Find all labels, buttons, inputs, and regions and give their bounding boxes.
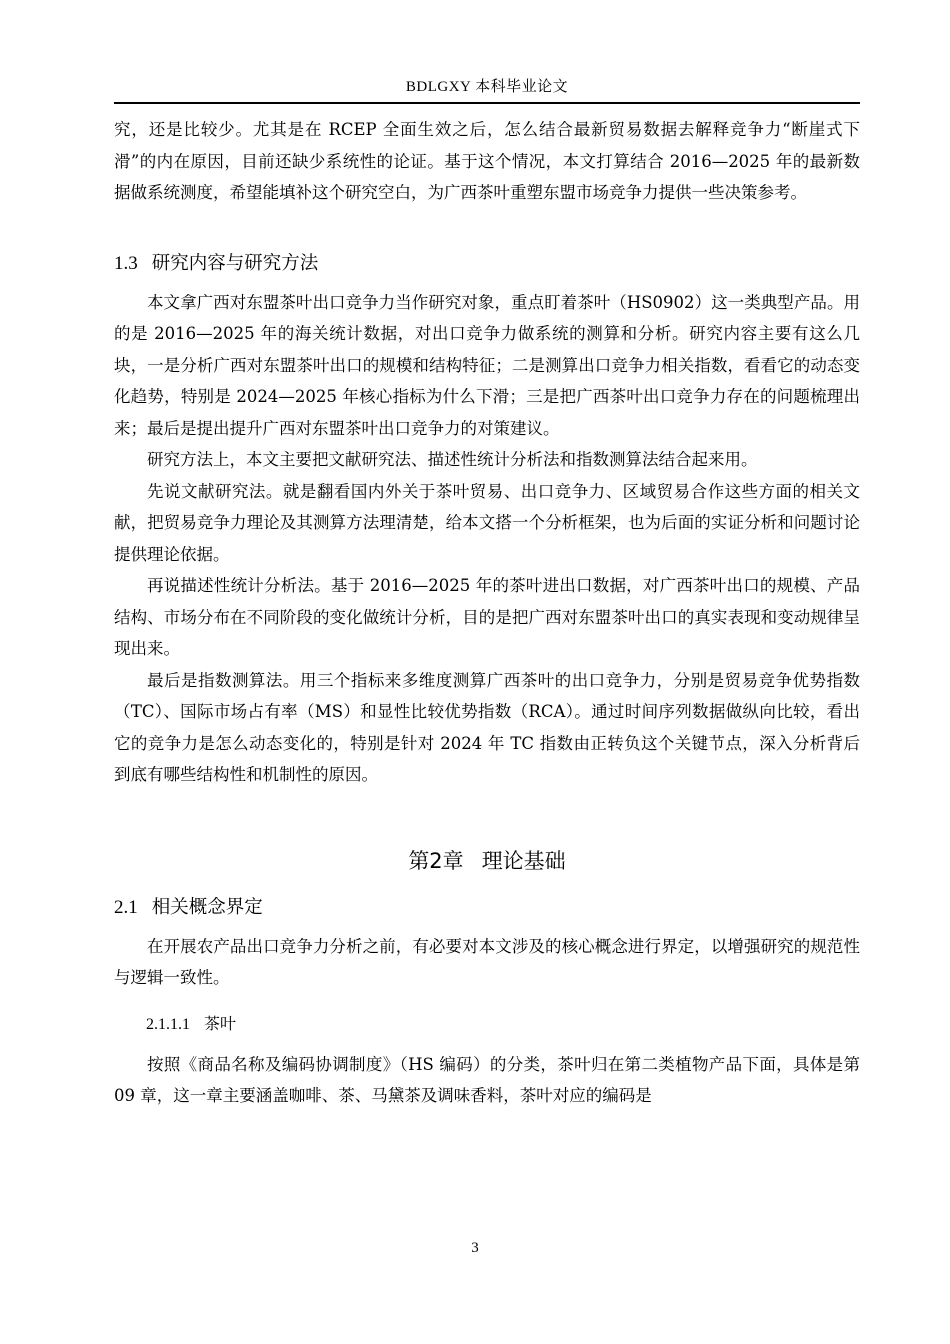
chapter-number: 第2章 [408,848,464,873]
page-body [114,114,860,1112]
section-title: 研究内容与研究方法 [151,252,319,274]
paragraph: 最后是指数测算法。用三个指标来多维度测算广西茶叶的出口竞争力，分别是贸易竞争优势指数（TC）、国际市场占有率（MS）和显性比较优势指数（RCA）。通过时间序列数据做纵向比较，看出它的竞争力是怎么动态变化的，特别是针对 2024 年 TC 指数由正转负这个关键节点，深入分析背后到底有哪些结构性和机制性的原因。 [114,670,860,784]
running-header [114,74,860,104]
paragraph: 本文拿广西对东盟茶叶出口竞争力当作研究对象，重点盯着茶叶（HS0902）这一类典型产品。用的是 2016—2025 年的海关统计数据，对出口竞争力做系统的测算和分析。研究内容主要有这么几块，一是分析广西对东盟茶叶出口的规模和结构特征；二是测算出口竞争力相关指数，看看它的动态变化趋势，特别是 2024—2025 年核心指标为什么下滑；三是把广西茶叶出口竞争力存在的问题梳理出来；最后是提出提升广西对东盟茶叶出口竞争力的对策建议。 [114,292,860,438]
paragraph: 再说描述性统计分析法。基于 2016—2025 年的茶叶进出口数据，对广西茶叶出口的规模、产品结构、市场分布在不同阶段的变化做统计分析，目的是把广西对东盟茶叶出口的真实表现和变动规律呈现出来。 [114,576,860,658]
section-number: 1.3 [114,252,138,274]
page-number: 3 [471,1240,479,1256]
section-heading-1-3 [114,247,860,281]
chapter-heading [114,841,860,881]
chapter-title: 理论基础 [481,848,566,873]
paragraph: 研究方法上，本文主要把文献研究法、描述性统计分析法和指数测算法结合起来用。 [147,450,758,469]
paragraph: 按照《商品名称及编码协调制度》（HS 编码）的分类，茶叶归在第二类植物产品下面，具体是第 09 章，这一章主要涵盖咖啡、茶、马黛茶及调味香料，茶叶对应的编码是 [114,1054,860,1105]
subsection-number: 2.1.1.1 [146,1015,190,1033]
header-title: BDLGXY 本科毕业论文 [405,79,569,95]
section-heading-2-1 [114,891,860,925]
paragraph: 究，还是比较少。尤其是在 RCEP 全面生效之后，怎么结合最新贸易数据去解释竞争力“断崖式下滑”的内在原因，目前还缺少系统性的论证。基于这个情况，本文打算结合 2016—2025 年的最新数据做系统测度，希望能填补这个研究空白，为广西茶叶重塑东盟市场竞争力提供一些决策参考。 [114,120,860,202]
subsection-heading-2-1-1-1 [146,1008,860,1041]
paragraph: 先说文献研究法。就是翻看国内外关于茶叶贸易、出口竞争力、区域贸易合作这些方面的相关文献，把贸易竞争力理论及其测算方法理清楚，给本文搭一个分析框架，也为后面的实证分析和问题讨论提供理论依据。 [114,481,860,564]
paragraph: 在开展农产品出口竞争力分析之前，有必要对本文涉及的核心概念进行界定，以增强研究的规范性与逻辑一致性。 [114,936,860,987]
page-footer [0,1240,950,1257]
subsection-title: 茶叶 [204,1013,237,1033]
section-number: 2.1 [114,896,138,918]
section-title: 相关概念界定 [151,896,263,918]
